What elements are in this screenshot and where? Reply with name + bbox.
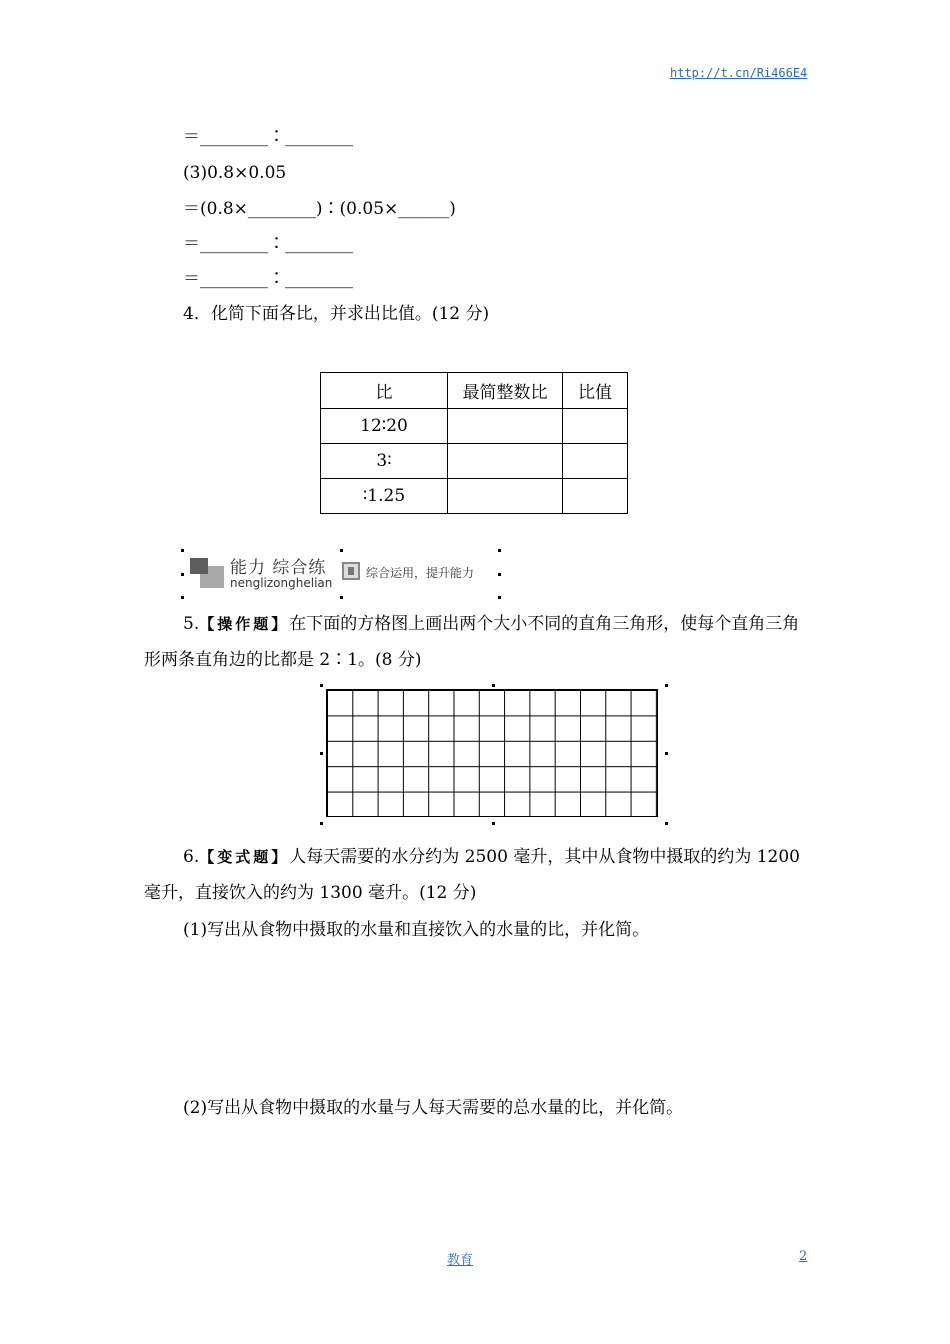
banner-logo-icon [190,558,208,574]
answer-line-4: ＝________∶________ [183,269,353,289]
answer-line-2: ＝(0.8×________)∶(0.05×______) [183,199,456,219]
table-header: 最简整数比 [448,373,563,409]
table-cell-answer[interactable] [563,479,628,514]
anchor-dot [665,822,668,825]
anchor-dot [492,684,495,687]
question-6-tag: 【变式题】 [199,848,290,866]
anchor-dot [665,752,668,755]
drawing-grid[interactable] [326,689,658,817]
question-6-text: 人每天需要的水分约为 2500 毫升，其中从食物中摄取的约为 1200 毫升，直接饮入的约为 1300 毫升。(12 分) [144,847,800,903]
question-6-sub-2: (2)写出从食物中摄取的水量与人每天需要的总水量的比，并化简。 [183,1098,684,1118]
header-link[interactable]: http://t.cn/Ri466E4 [670,66,808,80]
table-cell-answer[interactable] [563,444,628,479]
answer-line-1: ＝________∶________ [183,127,353,147]
banner-pinyin: nenglizonghelian [230,576,333,590]
table-row [321,479,628,514]
table-cell: 12∶20 [321,409,448,444]
question-6-sub-1: (1)写出从食物中摄取的水量和直接饮入的水量的比，并化简。 [183,920,650,940]
section-banner [184,552,504,596]
anchor-dot [320,684,323,687]
banner-square-icon [342,562,360,580]
question-4-title: 4．化简下面各比，并求出比值。(12 分) [183,304,490,324]
table-cell-answer[interactable] [563,409,628,444]
question-5-tag: 【操作题】 [199,615,290,633]
table-cell: 3∶ [321,444,448,479]
anchor-dot [498,596,501,599]
question-5 [144,606,814,678]
table-row [321,444,628,479]
anchor-dot [665,684,668,687]
table-header: 比值 [563,373,628,409]
table-cell-answer[interactable] [448,479,563,514]
question-6-number: 6. [183,847,200,867]
table-header-row [321,373,628,409]
answer-line-3: ＝________∶________ [183,234,353,254]
banner-subtitle: 综合运用，提升能力 [366,566,475,580]
question-5-number: 5. [183,614,200,634]
question-6 [144,839,814,911]
table-row [321,409,628,444]
anchor-dot [320,752,323,755]
anchor-dot [492,822,495,825]
anchor-dot [181,596,184,599]
question-5-text: 在下面的方格图上画出两个大小不同的直角三角形，使每个直角三角形两条直角边的比都是 2∶1。(8 分) [144,614,800,670]
table-cell-answer[interactable] [448,409,563,444]
table-cell: ∶1.25 [321,479,448,514]
anchor-dot [340,596,343,599]
page-number[interactable]: 2 [799,1249,808,1264]
table-cell-answer[interactable] [448,444,563,479]
anchor-dot [320,822,323,825]
ratio-table [320,372,628,514]
banner-title: 能力 综合练 [230,558,327,578]
subquestion-3: (3)0.8×0.05 [183,163,287,183]
footer-link[interactable]: 教育 [447,1253,474,1268]
table-header: 比 [321,373,448,409]
